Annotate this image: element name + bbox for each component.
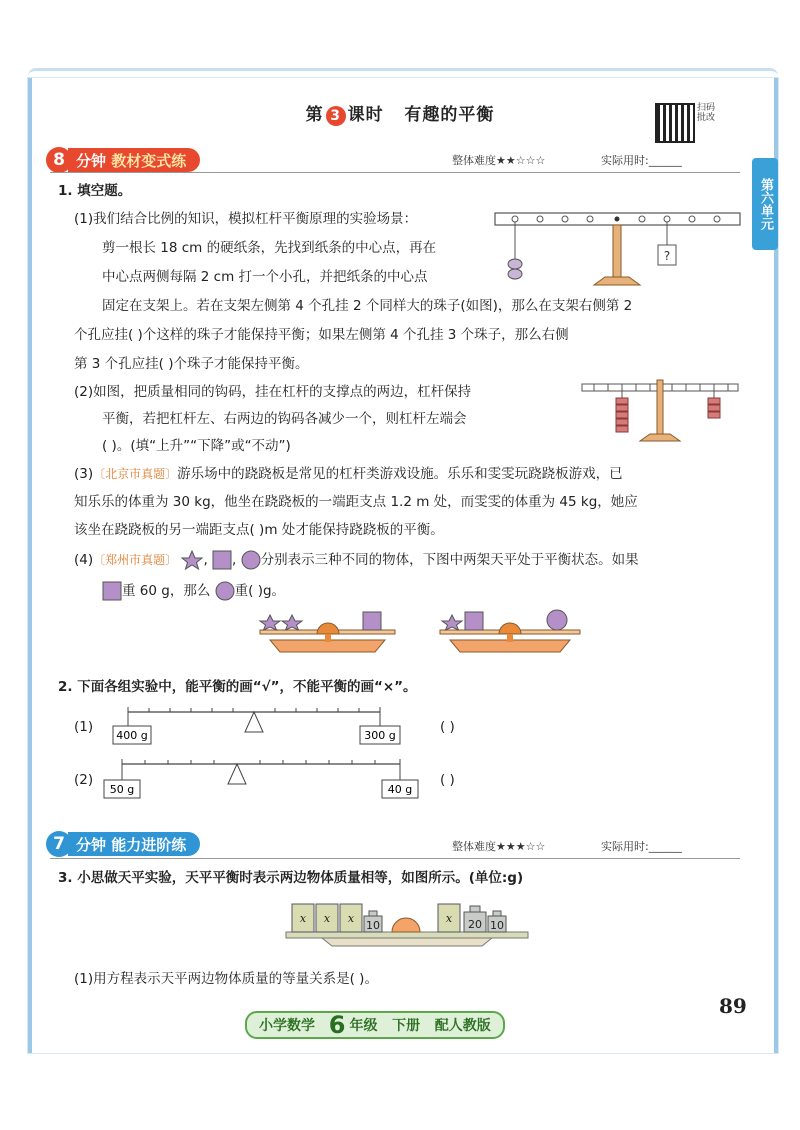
svg-text:400 g: 400 g: [116, 729, 148, 742]
page-number: 89: [719, 994, 747, 1018]
section-minutes-badge: 7: [46, 831, 72, 857]
section-tag: 分钟 教材变式练: [68, 148, 200, 172]
q1-p4-line1: (4)〔郑州市真题〕 , , 分别表示三种不同的物体，下图中两架天平处于平衡状态。如果: [74, 552, 639, 568]
q2-title: 2. 下面各组实验中，能平衡的画“√”，不能平衡的画“×”。: [58, 679, 417, 695]
unit-side-tab: 第六单元: [752, 158, 778, 250]
q1-p1-line1: (1)我们结合比例的知识，模拟杠杆平衡原理的实验场景：: [74, 211, 418, 227]
q1-p3-line2: 知乐乐的体重为 30 kg，他坐在跷跷板的一端距支点 1.2 m 处，而雯雯的体重为 45 kg，她应: [74, 494, 638, 510]
section-header-2: [46, 830, 200, 858]
q1-p1-line2: 剪一根长 18 cm 的硬纸条，先找到纸条的中心点，再在: [102, 240, 437, 256]
svg-text:50 g: 50 g: [109, 783, 135, 796]
balance-scale-left: [260, 612, 395, 652]
lever-figure-1: [490, 205, 745, 295]
lesson-title: 第 3 课时 有趣的平衡: [305, 105, 495, 125]
q1-p2-line1: (2)如图，把质量相同的钩码，挂在杠杆的支撑点的两边，杠杆保持: [74, 384, 472, 400]
section-header-1: [46, 146, 200, 174]
time-used: 实际用时:______: [601, 840, 682, 853]
lever-figure-2: [580, 378, 740, 446]
section-tag: 分钟 能力进阶练: [68, 832, 200, 856]
svg-text:x: x: [445, 912, 453, 925]
svg-text:20: 20: [468, 918, 482, 931]
circle-object-icon: [241, 550, 261, 570]
star-object-icon: [181, 550, 203, 570]
q3-title: 3. 小思做天平实验，天平平衡时表示两边物体质量相等，如图所示。(单位:g): [58, 870, 524, 886]
square-object-icon: [102, 581, 122, 601]
svg-text:300 g: 300 g: [364, 729, 396, 742]
q1-p1-line3: 中心点两侧每隔 2 cm 打一个小孔，并把纸条的中心点: [102, 269, 428, 285]
q1-p1-line4: 固定在支架上。若在支架左侧第 4 个孔挂 2 个同样大的珠子(如图)，那么在支架右侧第 2: [102, 298, 633, 314]
q1-p2-line2: 平衡，若把杠杆左、右两边的钩码各减少一个，则杠杆左端会: [102, 411, 467, 427]
q2-row1-label: (1): [74, 719, 94, 735]
source-tag: 〔郑州市真题〕: [93, 553, 178, 567]
svg-text:x: x: [299, 912, 307, 925]
q1-p3-line3: 该坐在跷跷板的另一端距支点( )m 处才能保持跷跷板的平衡。: [74, 522, 444, 538]
q1-title: 1. 填空题。: [58, 183, 132, 199]
q3-sub1: (1)用方程表示天平两边物体质量的等量关系是( )。: [74, 971, 378, 987]
q1-p1-line5: 个孔应挂( )个这样的珠子才能保持平衡；如果左侧第 4 个孔挂 3 个珠子，那么右侧: [74, 327, 569, 343]
time-used: 实际用时:______: [601, 154, 682, 167]
section-minutes-badge: 8: [46, 147, 72, 173]
balance-scale-right: [440, 610, 580, 652]
svg-text:10: 10: [490, 919, 504, 932]
unknown-weight-mark: ?: [663, 249, 671, 263]
difficulty-rating: 整体难度★★☆☆☆: [452, 154, 546, 167]
balance-scales-figure: [255, 612, 595, 660]
source-tag: 〔北京市真题〕: [93, 467, 178, 481]
svg-text:10: 10: [366, 919, 380, 932]
square-object-icon: [212, 550, 232, 570]
divider: [50, 858, 740, 859]
lever-experiment-2: [100, 756, 430, 802]
svg-text:40 g: 40 g: [387, 783, 413, 796]
q3-balance-figure: [282, 894, 532, 952]
qr-code-icon[interactable]: [655, 103, 695, 143]
lesson-number-badge: 3: [326, 106, 346, 126]
q2-row2-answer-blank[interactable]: ( ): [440, 772, 455, 788]
q1-p2-line3: ( )。(填“上升”“下降”或“不动”): [102, 438, 291, 454]
difficulty-rating: 整体难度★★★☆☆: [452, 840, 546, 853]
qr-label: 扫码批改: [697, 103, 716, 123]
lesson-name: 有趣的平衡: [404, 105, 495, 125]
svg-text:x: x: [347, 912, 355, 925]
q1-p4-line2: 重 60 g，那么 重( )g。: [102, 580, 285, 602]
q1-p3-line1: (3)〔北京市真题〕游乐场中的跷跷板是常见的杠杆类游戏设施。乐乐和雯雯玩跷跷板游戏，已: [74, 466, 623, 482]
circle-object-icon: [215, 581, 235, 601]
q2-row2-label: (2): [74, 772, 94, 788]
svg-text:x: x: [323, 912, 331, 925]
divider: [50, 172, 740, 173]
book-footer-banner: 小学数学 6 年级 下册 配人教版: [245, 1011, 505, 1039]
q2-row1-answer-blank[interactable]: ( ): [440, 719, 455, 735]
q1-p1-line6: 第 3 个孔应挂( )个珠子才能保持平衡。: [74, 356, 309, 372]
lever-experiment-1: [108, 704, 408, 748]
